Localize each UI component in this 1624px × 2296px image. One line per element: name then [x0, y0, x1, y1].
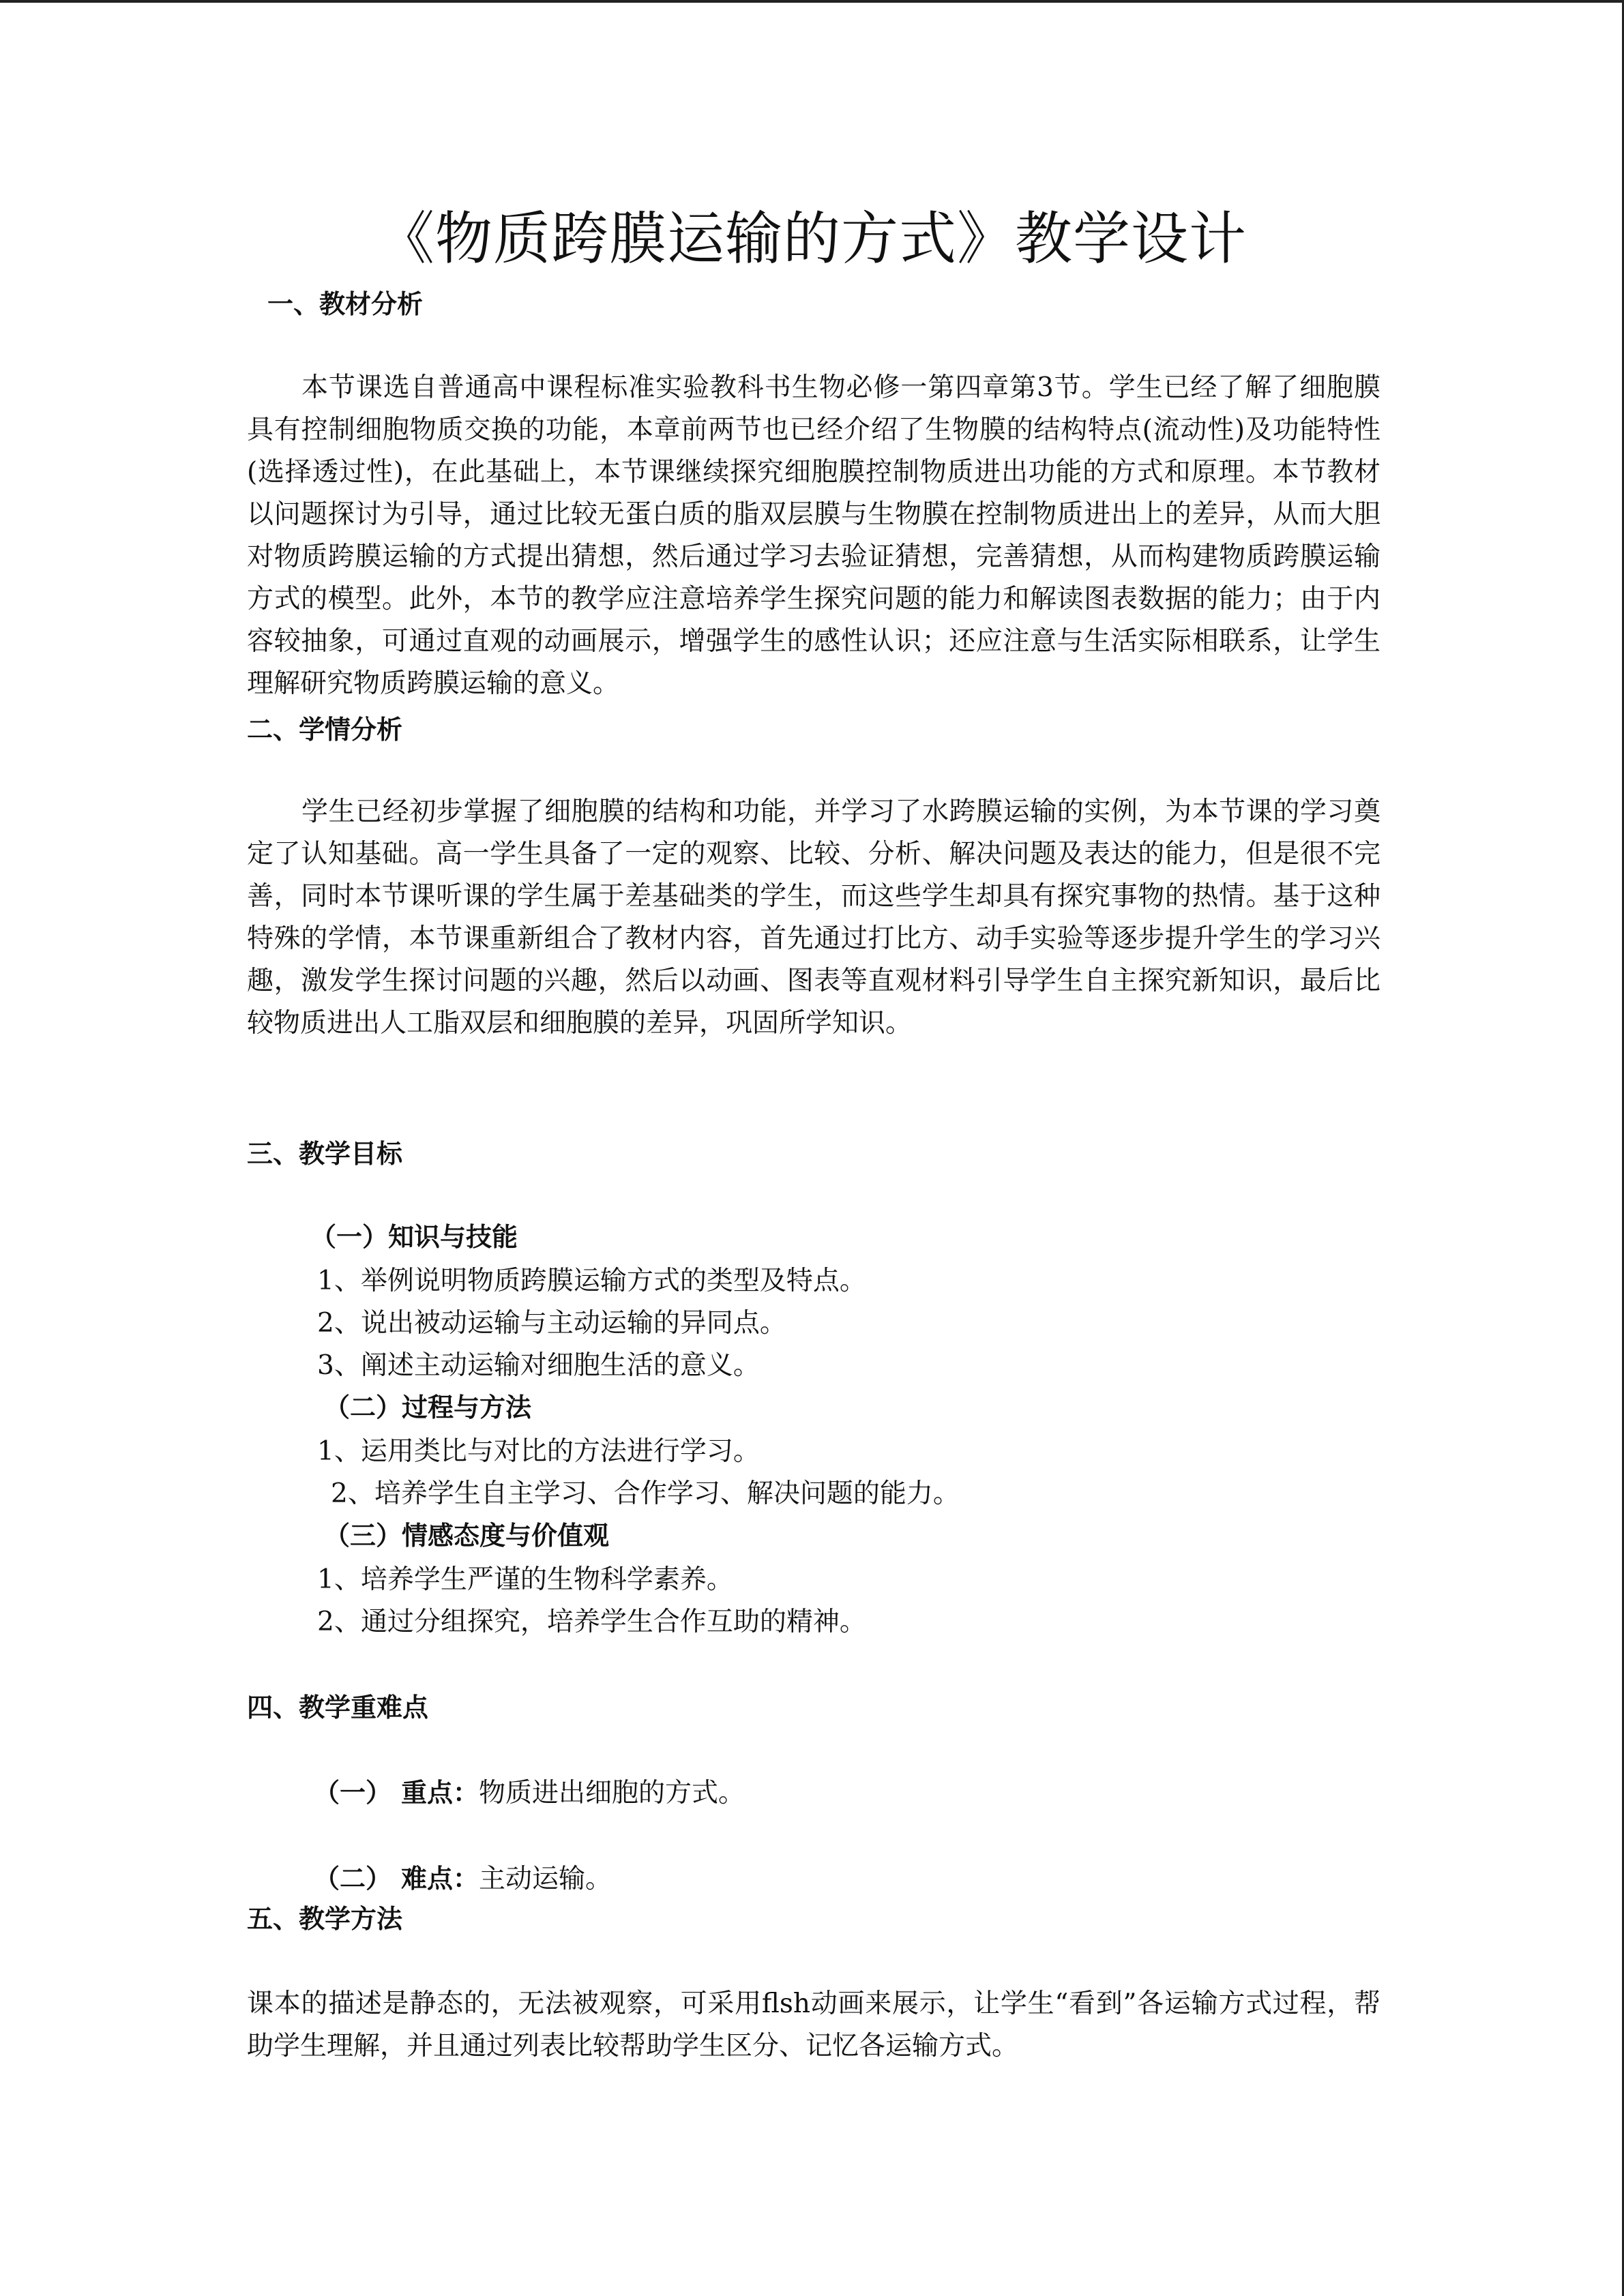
teaching-methods-paragraph: 课本的描述是静态的，无法被观察，可采用flsh动画来展示，让学生“看到”各运输方式过程，帮助学生理解，并且通过列表比较帮助学生区分、记忆各运输方式。 — [247, 1988, 1381, 2061]
section-heading-key-difficult-points: 四、教学重难点 — [247, 1693, 429, 1723]
section-heading-learner-analysis: 二、学情分析 — [247, 715, 403, 745]
goal-subheading-knowledge-skills: （一）知识与技能 — [310, 1222, 518, 1252]
goal-emotion-item-1: 1、培养学生严谨的生物科学素养。 — [317, 1564, 733, 1595]
learner-analysis-paragraph: 学生已经初步掌握了细胞膜的结构和功能，并学习了水跨膜运输的实例，为本节课的学习奠定了认知基础。高一学生具备了一定的观察、比较、分析、解决问题及表达的能力，但是很不完善，同时本节课听课的学生属于差基础类的学生，而这些学生却具有探究事物的热情。基于这种特殊的学情，本节课重新组合了教材内容，首先通过打比方、动手实验等逐步提升学生的学习兴趣，激发学生探讨问题的兴趣，然后以动画、图表等直观材料引导学生自主探究新知识，最后比较物质进出人工脂双层和细胞膜的差异，巩固所学知识。 — [247, 796, 1381, 1039]
key-point-label: 重点： — [401, 1778, 479, 1808]
page-top-border — [0, 0, 1624, 3]
goal-emotion-item-2: 2、通过分组探究，培养学生合作互助的精神。 — [317, 1607, 866, 1637]
section-heading-teaching-goals: 三、教学目标 — [247, 1139, 403, 1169]
key-point-number: （一） — [314, 1778, 392, 1808]
goal-knowledge-item-2: 2、说出被动运输与主动运输的异同点。 — [317, 1308, 786, 1339]
section-heading-material-analysis: 一、教材分析 — [267, 289, 424, 319]
goal-knowledge-item-1: 1、举例说明物质跨膜运输方式的类型及特点。 — [317, 1266, 866, 1296]
goal-process-item-2: 2、培养学生自主学习、合作学习、解决问题的能力。 — [331, 1478, 960, 1509]
goal-knowledge-item-3: 3、阐述主动运输对细胞生活的意义。 — [317, 1350, 760, 1381]
key-point-row — [314, 1772, 745, 1815]
difficult-point-label: 难点： — [401, 1864, 479, 1894]
difficult-point-number: （二） — [314, 1864, 392, 1894]
key-point-text: 物质进出细胞的方式。 — [479, 1778, 745, 1808]
section-heading-teaching-methods: 五、教学方法 — [247, 1904, 403, 1934]
document-title: 《物质跨膜运输的方式》教学设计 — [377, 205, 1247, 272]
goal-subheading-emotion-values: （三）情感态度与价值观 — [324, 1521, 610, 1551]
goal-subheading-process-methods: （二）过程与方法 — [324, 1392, 532, 1422]
goal-process-item-1: 1、运用类比与对比的方法进行学习。 — [317, 1436, 760, 1467]
difficult-point-text: 主动运输。 — [479, 1864, 612, 1894]
material-analysis-paragraph: 本节课选自普通高中课程标准实验教科书生物必修一第四章第3节。学生已经了解了细胞膜具有控制细胞物质交换的功能，本章前两节也已经介绍了生物膜的结构特点(流动性)及功能特性(选择透过性)，在此基础上，本节课继续探究细胞膜控制物质进出功能的方式和原理。本节教材以问题探讨为引导，通过比较无蛋白质的脂双层膜与生物膜在控制物质进出上的差异，从而大胆对物质跨膜运输的方式提出猜想，然后通过学习去验证猜想，完善猜想，从而构建物质跨膜运输方式的模型。此外，本节的教学应注意培养学生探究问题的能力和解读图表数据的能力；由于内容较抽象，可通过直观的动画展示，增强学生的感性认识；还应注意与生活实际相联系，让学生理解研究物质跨膜运输的意义。 — [247, 372, 1381, 699]
difficult-point-row — [314, 1858, 612, 1900]
